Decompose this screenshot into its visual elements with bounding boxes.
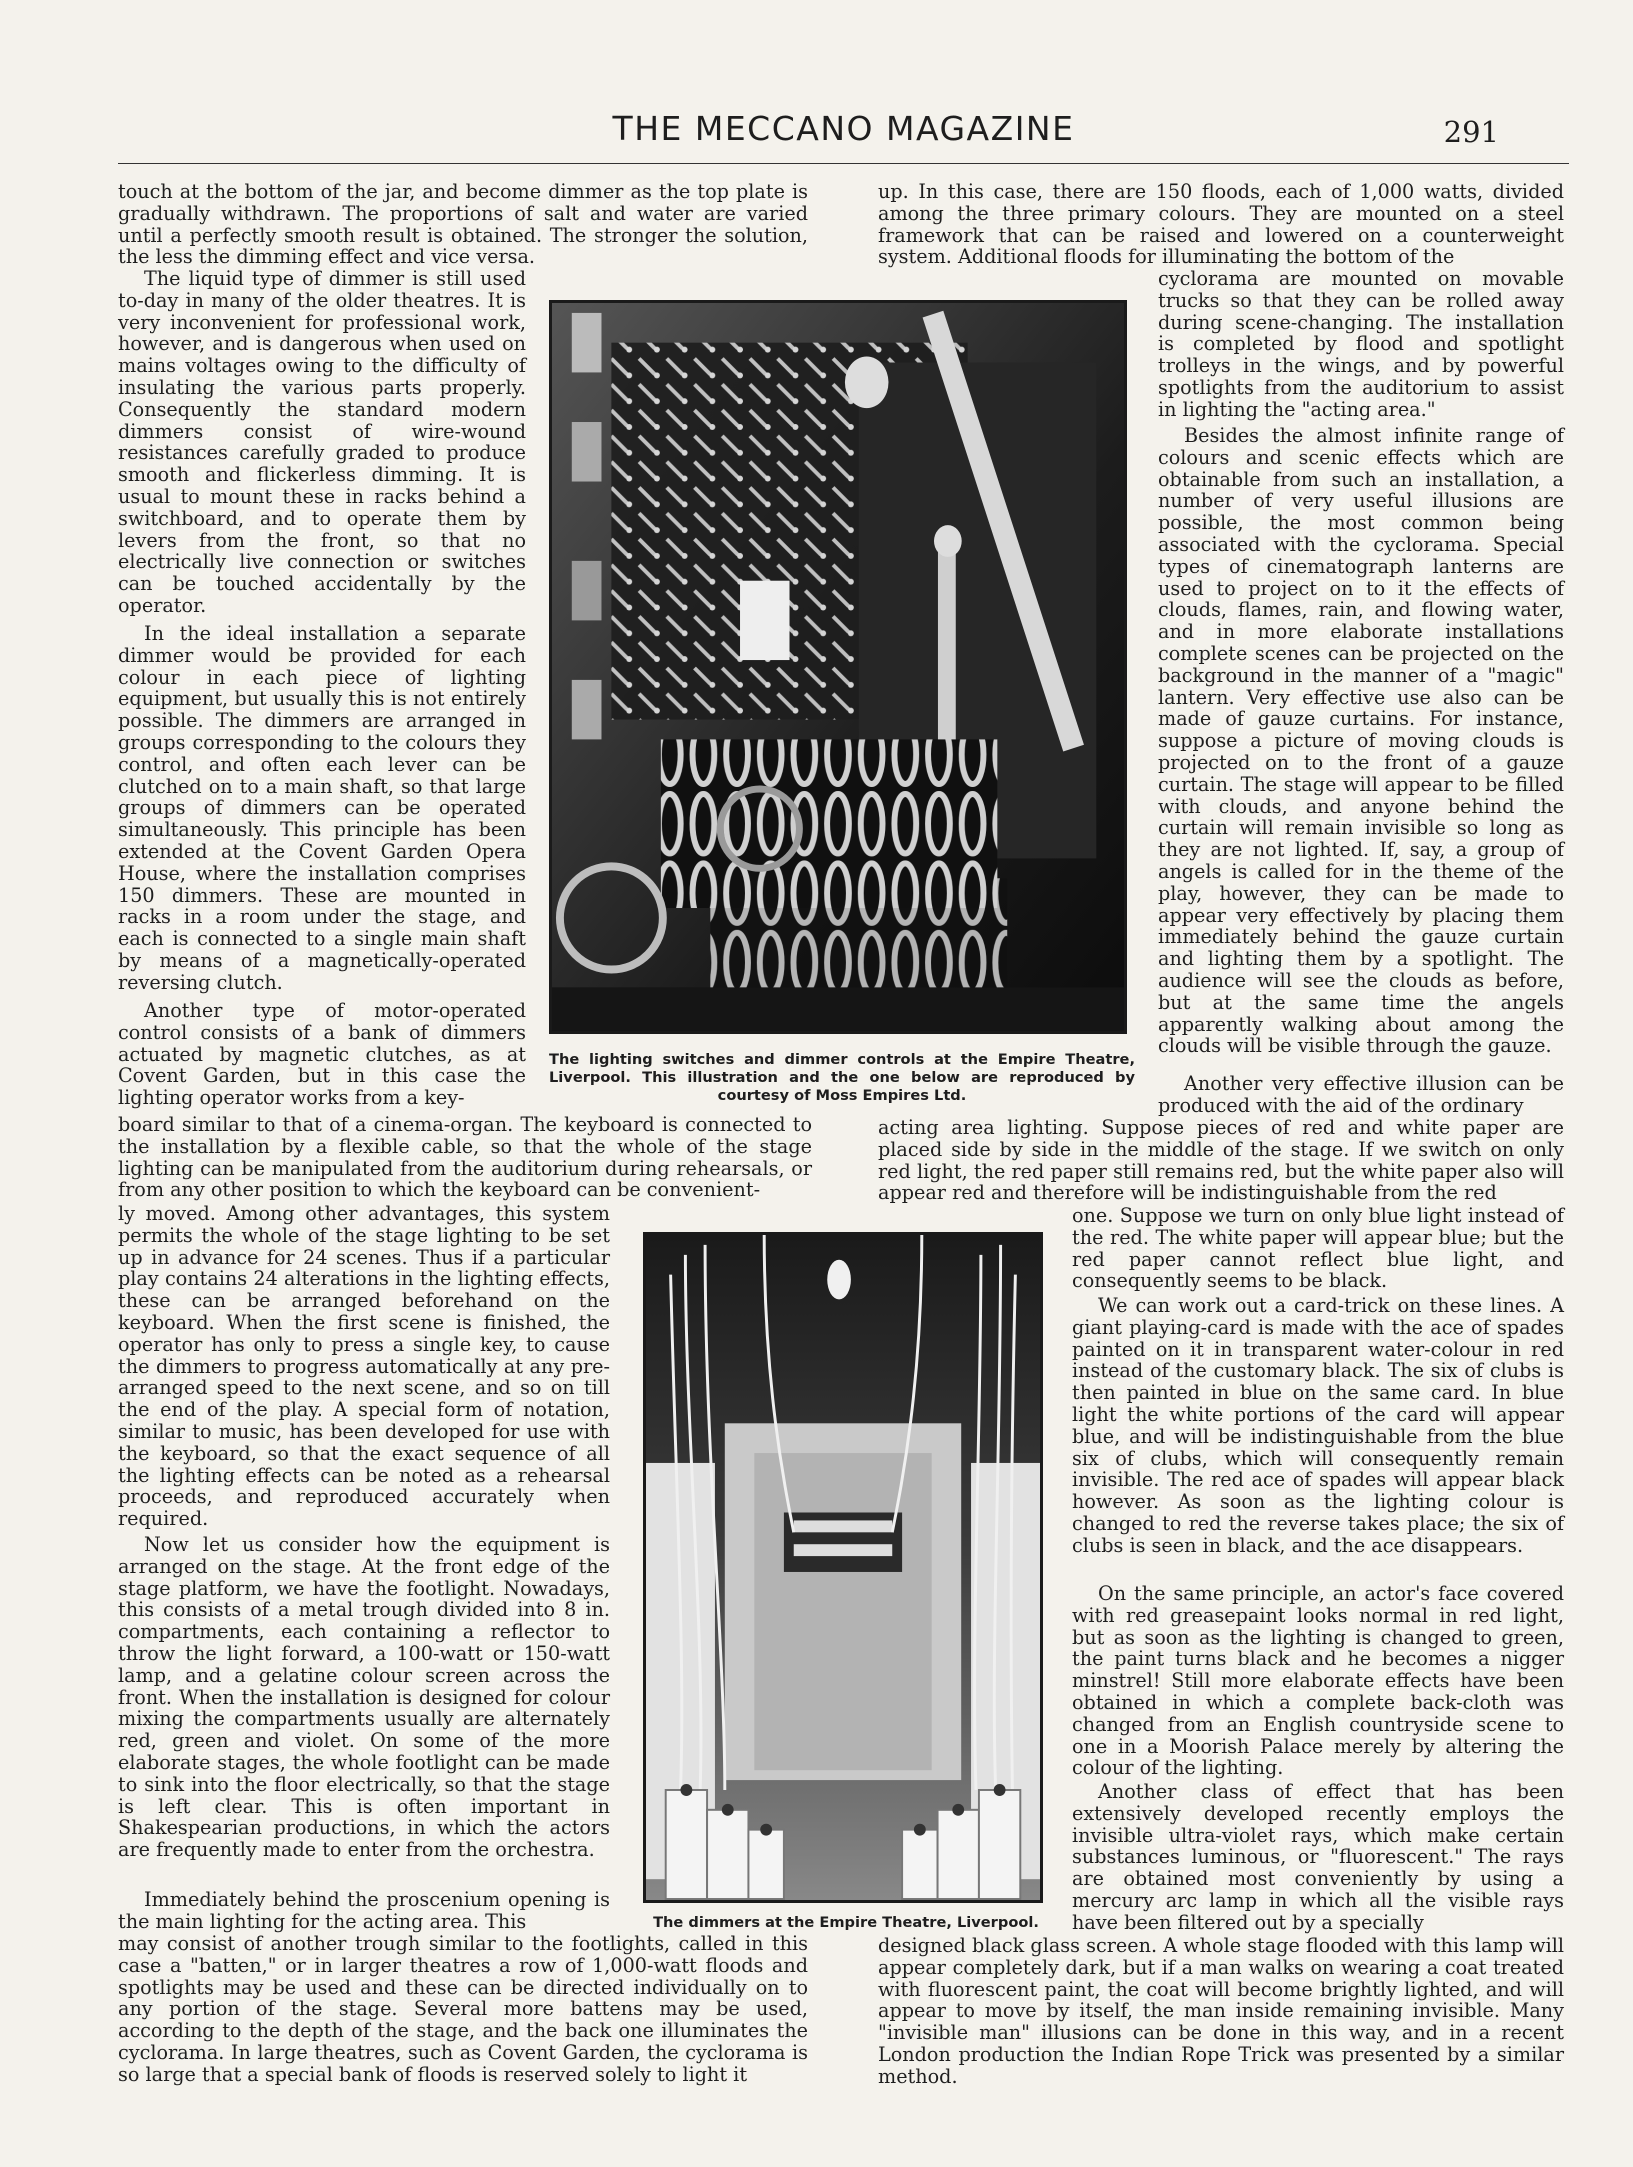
right-paragraph-9: Another class of effect that has been extensively developed recently employs the invisible ultra-violet rays, which make certain substances luminous, or "fluorescent." The rays are obtained most conveniently by using a mercury arc lamp in which all the visible rays have been filtered out by a specially (1072, 1780, 1564, 1934)
right-paragraph-1: up. In this case, there are 150 floods, each of 1,000 watts, divided among the three primary colours. They are mounted on a steel framework that can be raised and lowered on a counterweight system. Additional floods for illuminating the bottom of the (878, 180, 1564, 269)
right-paragraph-7: We can work out a card-trick on these lines. A giant playing-card is made with the ace of spades painted on it in transparent water-colour in red instead of the customary black. The six of clubs is then painted in blue on the same card. In blue light the white portions of the card will appear blue, and will be indistinguishable from the blue six of clubs, which will consequently remain invisible. The red ace of spades will appear black however. As soon as the lighting colour is changed to red the reverse takes place; the six of clubs is seen in black, and the ace disappears. (1072, 1294, 1564, 1557)
left-paragraph-7: Now let us consider how the equipment is arranged on the stage. At the front edge of the stage platform, we have the footlight. Nowadays, this consists of a metal trough divided into 8 in. compartments, each containing a reflector to throw the light forward, a 100-watt or 150-watt lamp, and a gelatine colour screen across the front. When the installation is designed for colour mixing the compartments usually are alternately red, green and violet. On some of the more elaborate stages, the whole footlight can be made to sink into the floor electrically, so that the stage is left clear. This is often important in Shakespearian productions, in which the actors are frequently made to enter from the orchestra. (118, 1533, 610, 1862)
figure-1-caption: The lighting switches and dimmer controls at the Empire Theatre, Liverpool. This illustration and the one below are reproduced by courtesy of Moss Empires Ltd. (549, 1051, 1135, 1104)
right-paragraph-5: acting area lighting. Suppose pieces of red and white paper are placed side by side in the middle of the stage. If we switch on only red light, the red paper still remains red, but the white paper also will appear red and therefore will be indistinguishable from the red (878, 1116, 1564, 1205)
magazine-title: THE MECCANO MAGAZINE (612, 109, 1075, 148)
left-paragraph-9: may consist of another trough similar to the footlights, called in this case a "batten," or in larger theatres a row of 1,000-watt floods and spotlights may be used and these can be directed individually on to any portion of the stage. Several more battens may be used, according to the depth of the stage, and the back one illuminates the cyclorama. In large theatres, such as Covent Garden, the cyclorama is so large that a special bank of floods is reserved solely to light it (118, 1932, 808, 2086)
header-rule (118, 163, 1569, 164)
switchboard-photo-graphic (552, 303, 1124, 1031)
right-paragraph-8: On the same principle, an actor's face covered with red greasepaint looks normal in red light, but as soon as the lighting is changed to green, the paint turns black and he becomes a nigger minstrel! Still more elaborate effects have been obtained in which a complete back-cloth was changed from an English countryside scene to one in a Moorish Palace merely by altering the colour of the lighting. (1072, 1582, 1564, 1780)
page-number: 291 (1443, 115, 1499, 149)
left-paragraph-3: In the ideal installation a separate dimmer would be provided for each colour in each piece of lighting equipment, but usually this is not entirely possible. The dimmers are arranged in groups corresponding to the colours they control, and often each lever can be clutched on to a main shaft, so that large groups of dimmers can be operated simultaneously. This principle has been extended at the Covent Garden Opera House, where the installation comprises 150 dimmers. These are mounted in racks in a room under the stage, and each is connected to a single main shaft by means of a magnetically-operated reversing clutch. (118, 622, 526, 994)
left-paragraph-8: Immediately behind the proscenium opening is the main lighting for the acting area. This (118, 1888, 610, 1933)
right-paragraph-4: Another very effective illusion can be produced with the aid of the ordinary (1158, 1072, 1564, 1117)
right-paragraph-10: designed black glass screen. A whole stage flooded with this lamp will appear completely dark, but if a man walks on wearing a coat treated with fluorescent paint, the coat will become brightly lighted, and will appear to move by itself, the man inside remaining invisible. Many "invisible man" illusions can be done in this way, and in a recent London production the Indian Rope Trick was presented by a similar method. (878, 1934, 1564, 2088)
right-paragraph-6: one. Suppose we turn on only blue light instead of the red. The white paper will appear blue; but the red paper cannot reflect blue light, and consequently seems to be black. (1072, 1204, 1564, 1293)
right-paragraph-3: Besides the almost infinite range of colours and scenic effects which are obtainable from such an installation, a number of very useful illusions are possible, the most common being associated with the cyclorama. Special types of cinematograph lanterns are used to project on to it the effects of clouds, flames, rain, and flowing water, and in more elaborate installations complete scenes can be projected on the background in the manner of a "magic" lantern. Very effective use also can be made of gauze curtains. For instance, suppose a picture of moving clouds is projected on to the front of a gauze curtain. The stage will appear to be filled with clouds, and anyone behind the curtain will remain invisible so long as they are not lighted. If, say, a group of angels is called for in the theme of the play, however, they can be made to appear very effectively by placing them immediately behind the gauze curtain and lighting them by a spotlight. The audience will see the clouds as before, but at the same time the angels apparently walking about among the clouds will be visible through the gauze. (1158, 424, 1564, 1058)
left-paragraph-1: touch at the bottom of the jar, and become dimmer as the top plate is gradually withdrawn. The proportions of salt and water are varied until a perfectly smooth result is obtained. The stronger the solution, the less the dimming effect and vice versa. (118, 180, 808, 269)
dimmers-photo-graphic (646, 1235, 1040, 1900)
left-paragraph-2: The liquid type of dimmer is still used to-day in many of the older theatres. It is very inconvenient for professional work, however, and is dangerous when used on mains voltages owing to the difficulty of insulating the various parts properly. Consequently the standard modern dimmers consist of wire-wound resistances carefully graded to produce smooth and flickerless dimming. It is usual to mount these in racks behind a switchboard, and to operate them by levers from the front, so that no electrically live connection or switches can be touched accidentally by the operator. (118, 267, 526, 617)
right-paragraph-2: cyclorama are mounted on movable trucks so that they can be rolled away during scene-changing. The installation is completed by flood and spotlight trolleys in the wings, and by powerful spotlights from the auditorium to assist in lighting the "acting area." (1158, 267, 1564, 421)
left-paragraph-5: board similar to that of a cinema-organ. The keyboard is connected to the installation by a flexible cable, so that the whole of the stage lighting can be manipulated from the auditorium during rehearsals, or from any other position to which the keyboard can be convenient- (118, 1113, 812, 1202)
page-header (118, 105, 1569, 165)
switchboard-photo (549, 300, 1127, 1034)
dimmers-photo (643, 1232, 1043, 1903)
figure-2-caption: The dimmers at the Empire Theatre, Liverpool. (653, 1914, 1039, 1931)
left-paragraph-4: Another type of motor-operated control consists of a bank of dimmers actuated by magnetic clutches, as at Covent Garden, but in this case the lighting operator works from a key- (118, 999, 526, 1110)
left-paragraph-6: ly moved. Among other advantages, this system permits the whole of the stage lighting to be set up in advance for 24 scenes. Thus if a particular play contains 24 alterations in the lighting effects, these can be arranged beforehand on the keyboard. When the first scene is finished, the operator has only to press a single key, to cause the dimmers to progress automatically at any pre-arranged speed to the next scene, and so on till the end of the play. A special form of notation, similar to music, has been developed for use with the keyboard, so that the exact sequence of all the lighting effects can be noted as a rehearsal proceeds, and reproduced accurately when required. (118, 1202, 610, 1531)
